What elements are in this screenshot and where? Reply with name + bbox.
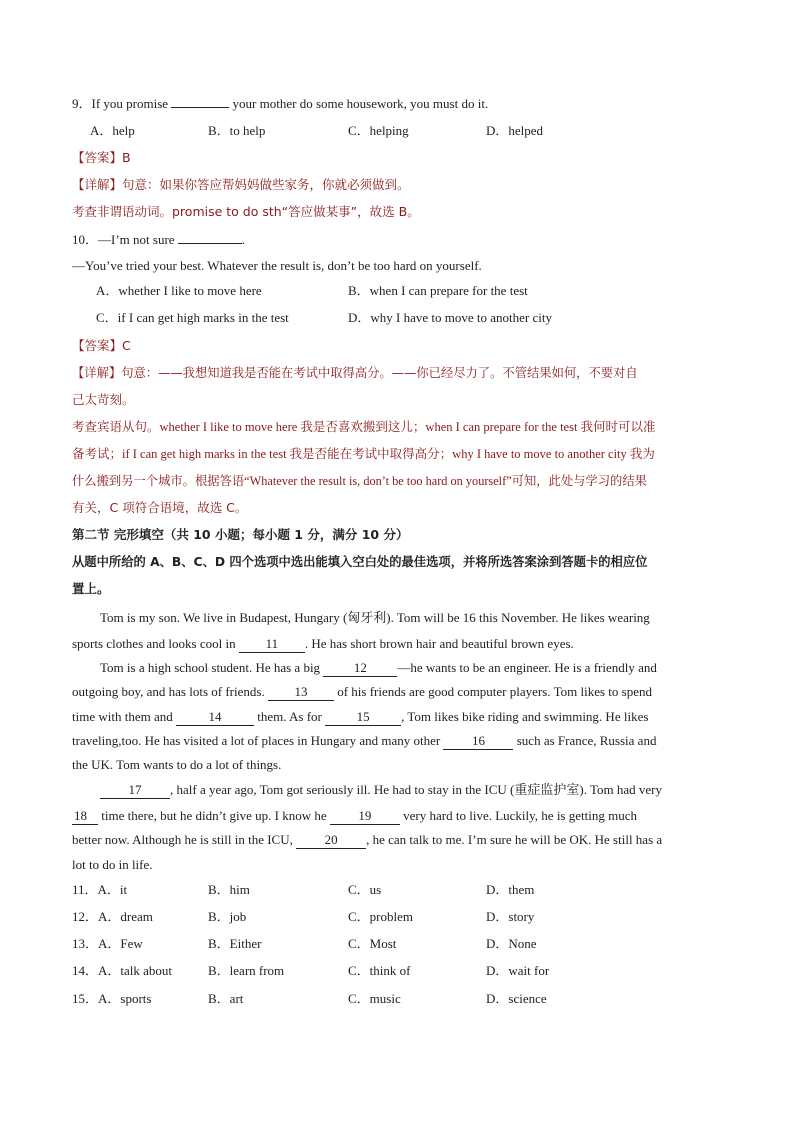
q10-option-c: C．if I can get high marks in the test (96, 310, 289, 325)
q10-detail-2: 己太苛刻。 (72, 392, 135, 407)
q9-detail: 【详解】句意：如果你答应帮妈妈做些家务，你就必须做到。 (72, 177, 410, 192)
passage-p2-line1: Tom is a high school student. He has a big 12 —he wants to be an engineer. He is a friendly and (100, 660, 657, 675)
q10-analysis-1: 考查宾语从句。whether I like to move here 我是否喜欢搬到这儿；when I can prepare for the test 我何时可以准 (72, 420, 656, 434)
choice-13-a: 13．A．Few (72, 936, 143, 951)
passage-p3-line3: better now. Although he is still in the ICU, 20 , he can talk to me. I’m sure he will be OK. He still has a (72, 832, 663, 847)
q9-blank (171, 107, 229, 108)
choice-12-a: 12．A．dream (72, 909, 153, 924)
passage-p2-line5: the UK. Tom wants to do a lot of things. (72, 757, 282, 772)
section-instruction-1: 从题中所给的 A、B、C、D 四个选项中选出能填入空白处的最佳选项，并将所选答案涂到答题卡的相应位 (72, 555, 648, 569)
passage-p2-line3: time with them and 14 them. As for 15 , Tom likes bike riding and swimming. He likes (72, 709, 649, 724)
q10-stem: 10．—I’m not sure . (72, 232, 246, 247)
passage-p3-line2: 18 time there, but he didn’t give up. I know he 19 very hard to live. Luckily, he is getting much (74, 808, 637, 823)
section-instruction-2: 置上。 (72, 581, 110, 596)
choice-14-a: 14．A．talk about (72, 963, 173, 978)
choice-12-c: C．problem (348, 909, 413, 924)
q10-analysis-2: 备考试；if I can get high marks in the test 我是否能在考试中取得高分；why I have to move to another city 我为 (72, 447, 655, 461)
section-title: 第二节 完形填空（共 10 小题；每小题 1 分，满分 10 分） (72, 527, 409, 542)
blank-13: 13 (268, 684, 334, 701)
q10-answer: 【答案】C (72, 338, 131, 353)
q9-option-c: C．helping (348, 123, 409, 138)
passage-p1-line2: sports clothes and looks cool in 11 . He has short brown hair and beautiful brown eyes. (72, 636, 574, 651)
choice-14-b: B．learn from (208, 963, 285, 978)
choice-13-d: D．None (486, 936, 537, 951)
blank-17: 17 (100, 782, 170, 799)
choice-15-d: D．science (486, 991, 547, 1006)
q10-option-b: B．when I can prepare for the test (348, 283, 528, 298)
choice-13-b: B．Either (208, 936, 262, 951)
blank-19: 19 (330, 808, 400, 825)
choice-13-c: C．Most (348, 936, 397, 951)
blank-12: 12 (323, 660, 397, 677)
choice-14-c: C．think of (348, 963, 411, 978)
blank-15: 15 (325, 709, 401, 726)
blank-16: 16 (443, 733, 513, 750)
choice-15-c: C．music (348, 991, 401, 1006)
q10-detail-1: 【详解】句意：——我想知道我是否能在考试中取得高分。——你已经尽力了。不管结果如何，不要对自 (72, 366, 638, 380)
q10-blank (178, 243, 242, 244)
q10-option-a: A．whether I like to move here (96, 283, 262, 298)
passage-p2-line4: traveling,too. He has visited a lot of places in Hungary and many other 16 such as France, Russia and (72, 733, 657, 748)
blank-14: 14 (176, 709, 254, 726)
passage-p3-line4: lot to do in life. (72, 857, 153, 872)
q10-reply: —You’ve tried your best. Whatever the result is, don’t be too hard on yourself. (72, 258, 482, 273)
blank-20: 20 (296, 832, 366, 849)
q9-option-d: D．helped (486, 123, 544, 138)
q10-option-d: D．why I have to move to another city (348, 310, 552, 325)
choice-11-d: D．them (486, 882, 535, 897)
q9-stem: 9．If you promise your mother do some housework, you must do it. (72, 96, 489, 111)
passage-p1-line1: Tom is my son. We live in Budapest, Hungary (匈牙利). Tom will be 16 this November. He likes wearing (100, 610, 650, 625)
blank-18: 18 (72, 808, 98, 825)
passage-p2-line2: outgoing boy, and has lots of friends. 13 of his friends are good computer players. Tom likes to spend (72, 684, 652, 699)
passage-p3-line1: 17 , half a year ago, Tom got seriously ill. He had to stay in the ICU (重症监护室). Tom had very (100, 780, 722, 800)
q9-option-b: B．to help (208, 123, 266, 138)
blank-11: 11 (239, 636, 305, 653)
choice-15-b: B．art (208, 991, 244, 1006)
q9-analysis: 考查非谓语动词。promise to do sth“答应做某事”，故选 B。 (72, 204, 420, 219)
choice-11-a: 11．A．it (72, 882, 128, 897)
choice-11-c: C．us (348, 882, 382, 897)
q10-analysis-4: 有关，C 项符合语境，故选 C。 (72, 500, 248, 515)
choice-12-b: B．job (208, 909, 247, 924)
choice-15-a: 15．A．sports (72, 991, 152, 1006)
q9-option-a: A．help (90, 123, 135, 138)
q10-analysis-3: 什么搬到另一个城市。根据答语“Whatever the result is, don’t be too hard on yourself”可知，此处与学习的结果 (72, 474, 647, 488)
choice-11-b: B．him (208, 882, 250, 897)
choice-12-d: D．story (486, 909, 535, 924)
q9-answer: 【答案】B (72, 150, 131, 165)
choice-14-d: D．wait for (486, 963, 550, 978)
